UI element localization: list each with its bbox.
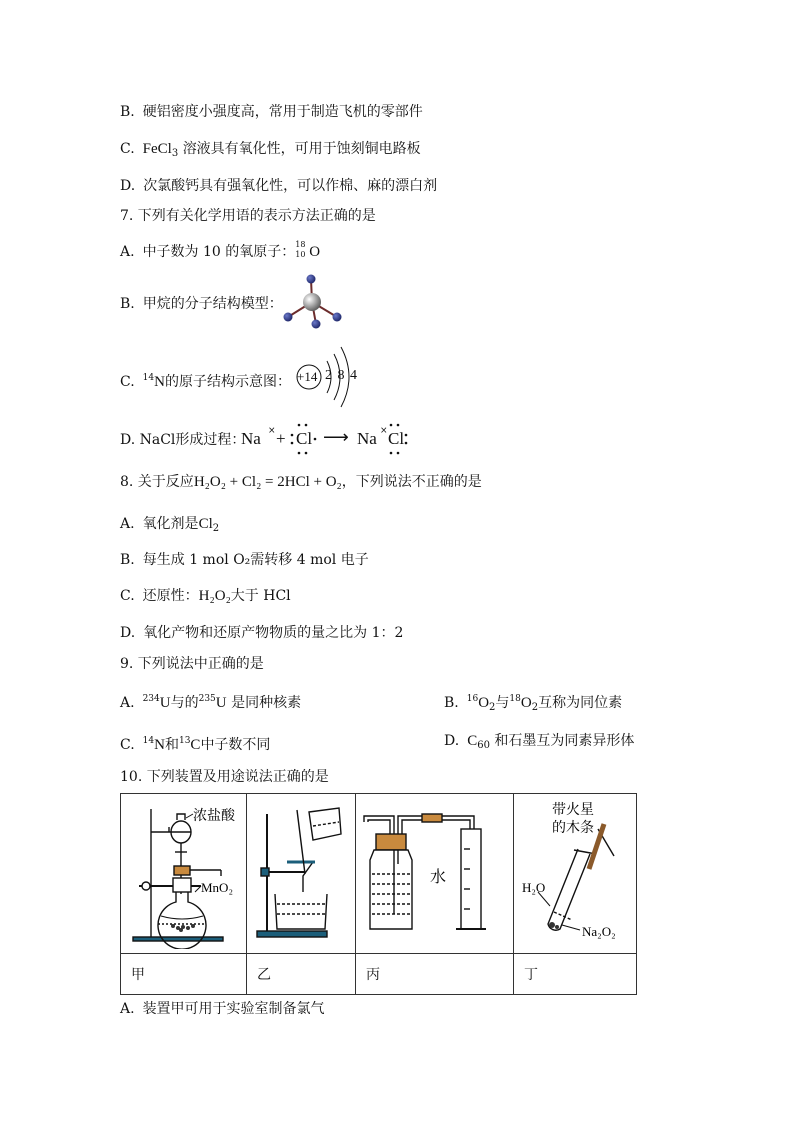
apparatus-table (120, 793, 637, 995)
oxygen-test-apparatus (514, 794, 636, 949)
q6-option-b: B. 硬铝密度小强度高，常用于制造飞机的零部件 (120, 104, 423, 120)
q8-stem: 8. 关于反应H₂O₂ + Cl₂ = 2HCl + O₂，下列说法不正确的是 (120, 474, 482, 490)
q6-option-d: D. 次氯酸钙具有强氧化性，可以作棉、麻的漂白剂 (120, 178, 438, 194)
gas-washing-apparatus (356, 794, 513, 949)
oxygen-nuclide: 18 10 (295, 240, 306, 259)
q7-stem: 7. 下列有关化学用语的表示方法正确的是 (120, 208, 376, 224)
q8-option-d: D. 氧化产物和还原产物物质的量之比为 1：2 (120, 625, 404, 641)
nacl-formation-process: Na × + Cl ⟶ Na × Cl (241, 422, 421, 456)
apparatus-yi-cell (247, 794, 356, 954)
label-yi: 乙 (247, 954, 356, 995)
apparatus-bing-cell (356, 794, 514, 954)
chlorine-generator-apparatus (121, 794, 246, 949)
q9-option-d: D. $C_{60}$ 和石墨互为同素异形体 (444, 733, 635, 751)
label-jia: 甲 (121, 954, 247, 995)
nitrogen-atom-structure-diagram: +14 2 8 4 (290, 346, 370, 410)
svg-text:Na₂O₂: Na₂O₂ (582, 924, 616, 939)
svg-text:浓盐酸: 浓盐酸 (193, 809, 235, 824)
q7-option-c: C. $^{14}$N的原子结构示意图： (120, 373, 291, 390)
q10-stem: 10. 下列装置及用途说法正确的是 (120, 769, 329, 785)
svg-text:H₂O: H₂O (522, 880, 546, 895)
apparatus-jia-cell (121, 794, 247, 954)
svg-text:带火星: 带火星 (552, 803, 594, 818)
svg-text:水: 水 (430, 869, 447, 886)
q8-option-a: A. 氧化剂是$Cl_2$ (120, 516, 220, 534)
q7-option-a: A. 中子数为 10 的氧原子： 18 10 O (120, 240, 321, 260)
q10-option-a: A. 装置甲可用于实验室制备氯气 (120, 1001, 325, 1017)
q9-option-b: B. $^{16}O_2$与$^{18}O_2$互称为同位素 (444, 694, 623, 713)
q7-option-b: B. 甲烷的分子结构模型： (120, 296, 283, 312)
q8-option-b: B. 每生成 1 mol O₂需转移 4 mol 电子 (120, 552, 369, 568)
label-ding: 丁 (514, 954, 637, 995)
apparatus-ding-cell (514, 794, 637, 954)
q6-option-c: C. FeCl$_3$ 溶液具有氧化性，可用于蚀刻铜电路板 (120, 141, 421, 159)
methane-ball-stick-model (282, 272, 344, 334)
q7-option-d: D. NaCl形成过程： (120, 432, 246, 448)
svg-text:MnO₂: MnO₂ (201, 880, 233, 895)
filtration-apparatus (247, 794, 355, 949)
q9-option-c: C. $^{14}$N和$^{13}$C中子数不同 (120, 736, 271, 753)
q9-stem: 9. 下列说法中正确的是 (120, 656, 264, 672)
label-bing: 丙 (356, 954, 514, 995)
q8-option-c: C. 还原性：H₂O₂大于 HCl (120, 588, 291, 604)
svg-text:的木条: 的木条 (552, 821, 594, 836)
q9-option-a: A. $^{234}$U与的$^{235}$U 是同种核素 (120, 694, 302, 711)
